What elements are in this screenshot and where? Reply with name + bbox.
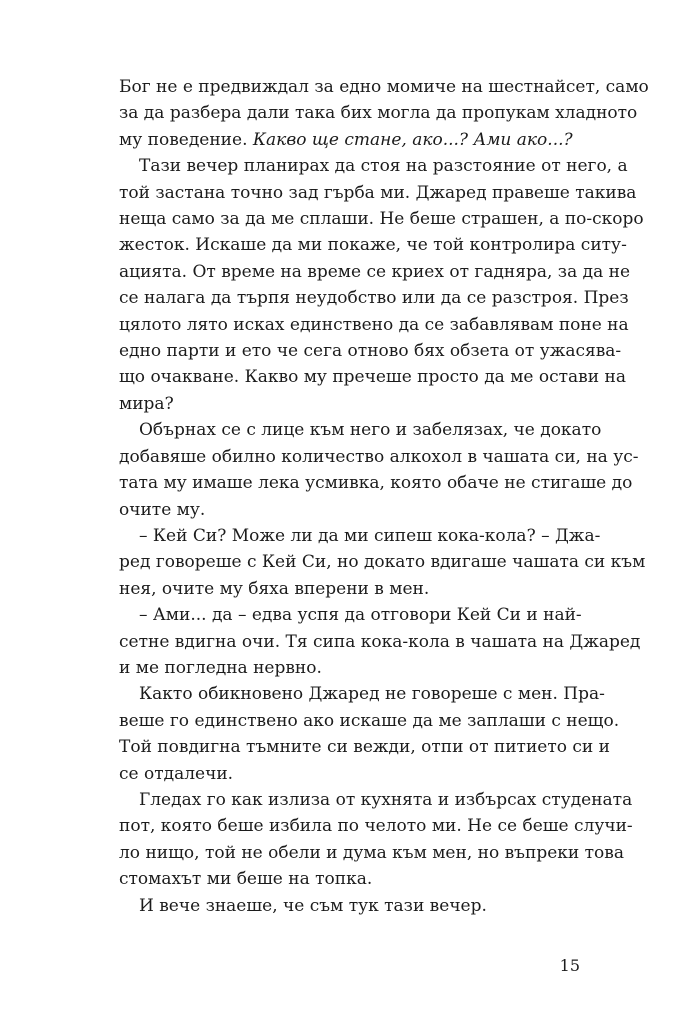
text-line: ацията. От време на време се криех от гадняра, за да не bbox=[119, 261, 631, 282]
text-line: тата му имаше лека усмивка, която обаче не стигаше до bbox=[119, 473, 633, 494]
text-line: – Кей Си? Може ли да ми сипеш кока-кола? – Джа- bbox=[139, 525, 601, 546]
paragraph-3 bbox=[119, 417, 639, 523]
text-line: и ме погледна нервно. bbox=[119, 657, 322, 678]
text-line: ло нищо, той не обели и дума към мен, но въпреки това bbox=[119, 842, 624, 863]
text-line: Обърнах се с лице към него и забелязах, че докато bbox=[139, 420, 602, 441]
text-line: неща само за да ме сплаши. Не беше страшен, а по-скоро bbox=[119, 209, 644, 230]
text-line: едно парти и ето че сега отново бях обзета от ужасява- bbox=[119, 341, 622, 362]
text-line: Както обикновено Джаред не говореше с мен. Пра- bbox=[139, 684, 605, 705]
text-line: добавяше обилно количество алкохол в чашата си, на ус- bbox=[119, 446, 639, 467]
text-line: Той повдигна тъмните си вежди, отпи от питието си и bbox=[119, 737, 610, 758]
text-line: се отдалечи. bbox=[119, 763, 234, 784]
text-line: Тази вечер планирах да стоя на разстояние от него, а bbox=[139, 156, 628, 177]
text-line: – Ами... да – едва успя да отговори Кей Си и най- bbox=[139, 605, 582, 626]
paragraph-7 bbox=[119, 787, 633, 893]
paragraph-4 bbox=[119, 523, 646, 602]
text-line: Бог не е предвиждал за едно момиче на шестнайсет, само bbox=[119, 77, 649, 97]
text-line: очите му. bbox=[119, 499, 206, 520]
text-line: цялото лято исках единствено да се забавлявам поне на bbox=[119, 314, 629, 335]
italic-thought: Какво ще стане, ако...? Ами ако...? bbox=[252, 129, 573, 150]
paragraph-8 bbox=[119, 893, 579, 919]
text-line: що очакване. Какво му пречеше просто да ме остави на bbox=[119, 367, 626, 388]
paragraph-5 bbox=[119, 602, 641, 681]
paragraph-2 bbox=[119, 153, 644, 417]
text-line bbox=[119, 127, 579, 153]
text-line: веше го единствено ако искаше да ме заплаши с нещо. bbox=[119, 710, 620, 731]
paragraph-1 bbox=[119, 74, 649, 153]
text-line: за да разбера дали така бих могла да пропукам хладното bbox=[119, 103, 638, 124]
text-line: сетне вдигна очи. Тя сипа кока-кола в чашата на Джаред bbox=[119, 631, 641, 652]
text-line: Гледах го как излиза от кухнята и избърсах студената bbox=[139, 789, 633, 810]
text-line-start: му поведение. bbox=[119, 129, 253, 150]
text-line: жесток. Искаше да ми покаже, че той контролира ситу- bbox=[119, 235, 627, 256]
text-line: пот, която беше избила по челото ми. Не се беше случи- bbox=[119, 816, 633, 837]
text-line: стомахът ми беше на топка. bbox=[119, 869, 373, 890]
text-line: И вече знаеше, че съм тук тази вечер. bbox=[139, 895, 487, 916]
text-line: ред говореше с Кей Си, но докато вдигаше чашата си към bbox=[119, 552, 646, 573]
paragraph-6 bbox=[119, 681, 620, 787]
text-line: нея, очите му бяха вперени в мен. bbox=[119, 578, 430, 599]
body-text bbox=[119, 74, 649, 919]
text-line: той застана точно зад гърба ми. Джаред правеше такива bbox=[119, 182, 637, 203]
text-line: мира? bbox=[119, 393, 174, 414]
text-line: се налага да търпя неудобство или да се разстроя. През bbox=[119, 288, 629, 309]
page-number: 15 bbox=[559, 956, 580, 975]
